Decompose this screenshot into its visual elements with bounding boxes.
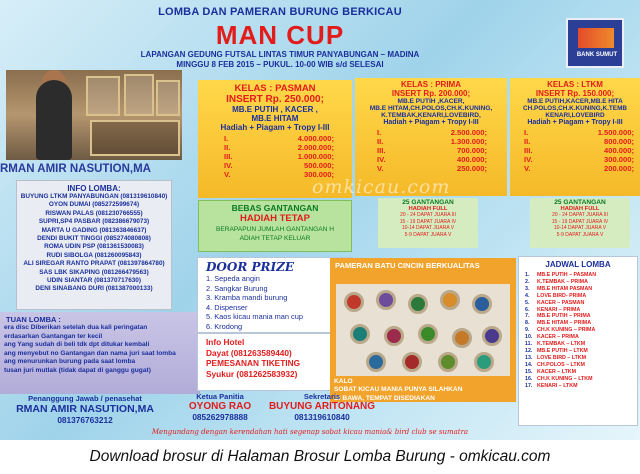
jadwal-item bbox=[525, 327, 637, 334]
info-contact-item: BUYUNG LTKM PANYABUNGAN (081319610840) bbox=[20, 193, 168, 200]
gantangan-row: 10-14 DAPAT JUARA V bbox=[553, 225, 607, 232]
leader-name: RMAN AMIR NASUTION,MA bbox=[0, 163, 151, 175]
gem-ring-icon bbox=[452, 328, 472, 348]
jadwal-number: 17. bbox=[525, 382, 533, 389]
jadwal-label: K.TEMBAK – PRIMA bbox=[537, 278, 588, 285]
kelas-ltkm-title: KELAS : LTKM bbox=[547, 80, 603, 89]
kelas-prima-class: MB.E HITAM,CH.POLOS,CH.K.KUNING, bbox=[369, 105, 493, 112]
rules-list bbox=[4, 324, 200, 376]
cage-image bbox=[124, 74, 154, 116]
gantangan-ltkm-full: HADIAH FULL bbox=[560, 206, 600, 212]
gem-ring-icon bbox=[438, 352, 458, 372]
rule-line: tusan juri mutlak (tidak dapat di ganggu gugat) bbox=[4, 366, 151, 374]
event-title: MAN CUP bbox=[215, 20, 345, 50]
sponsor-logo bbox=[566, 18, 624, 68]
prize-row bbox=[224, 143, 352, 152]
kelas-pasman-class: MB.E HITAM bbox=[251, 114, 299, 123]
prize-rank: II. bbox=[224, 143, 231, 152]
kelas-ltkm-insert: INSERT Rp. 150.000; bbox=[535, 89, 615, 98]
info-contact-item: RISWAN PALAS (081230766555) bbox=[45, 209, 143, 217]
jadwal-item bbox=[525, 279, 637, 286]
gem-rings-photo bbox=[336, 284, 510, 376]
info-contact-item: DENI SINABANG DURI (081387000133) bbox=[35, 285, 153, 293]
signature-sekretaris bbox=[262, 392, 382, 422]
jadwal-lomba-box bbox=[518, 256, 638, 426]
gem-ring-icon bbox=[418, 324, 438, 344]
jadwal-number: 5. bbox=[525, 299, 530, 306]
door-prize-number: 5. bbox=[206, 312, 215, 322]
kelas-prima-insert: INSERT Rp. 200.000; bbox=[391, 89, 471, 98]
person-figure bbox=[36, 80, 72, 160]
jadwal-number: 1. bbox=[525, 272, 530, 278]
jadwal-label: MB.E HITAM PASMAN bbox=[537, 285, 593, 292]
jadwal-label: KACER – LTKM bbox=[537, 368, 577, 375]
event-heading: LOMBA DAN PAMERAN BURUNG BERKICAU bbox=[158, 6, 402, 18]
door-prize-label: Kramba mandi burung bbox=[214, 293, 288, 303]
door-prize-title: DOOR PRIZE bbox=[206, 260, 294, 274]
jadwal-number: 9. bbox=[525, 327, 530, 334]
jadwal-label: CH.K KUNING – LTKM bbox=[537, 375, 593, 382]
door-prize-label: Kaos kicau mania man cup bbox=[214, 312, 303, 322]
signature-phone: 081319610840 bbox=[294, 412, 350, 422]
kelas-prima-class: MB.E PUTIH ,KACER, bbox=[397, 98, 465, 105]
jadwal-number: 10. bbox=[525, 334, 533, 341]
info-contact-item: RUDI SIBOLGA (081260095843) bbox=[46, 251, 142, 259]
door-prize-number: 6. bbox=[206, 321, 215, 331]
gantangan-prima-rows bbox=[378, 212, 478, 238]
rule-line: ang menyebut no Gantangan dan nama juri saat lomba bbox=[4, 349, 176, 357]
kelas-ltkm-class: MB.E PUTIH,KACER,MB.E HITA bbox=[527, 98, 623, 105]
door-prize-number: 2. bbox=[206, 283, 215, 293]
door-prize-number: 1. bbox=[206, 274, 215, 283]
prize-amount: 400.000; bbox=[604, 146, 634, 155]
jadwal-label: CH.POLOS – LTKM bbox=[537, 361, 585, 368]
prize-rank: IV. bbox=[224, 161, 233, 170]
prize-row bbox=[524, 128, 640, 137]
prize-amount: 1.300.000; bbox=[450, 137, 487, 146]
door-prize-label: Sangkar Burung bbox=[214, 283, 268, 293]
leader-photo bbox=[6, 70, 182, 160]
jadwal-number: 4. bbox=[525, 292, 530, 299]
kelas-pasman-hadiah: Hadiah + Piagam + Tropy I-III bbox=[220, 123, 330, 132]
info-contact-item: ALI SIREGAR RANTO PRAPAT (081397864780) bbox=[23, 260, 165, 268]
jadwal-item bbox=[525, 293, 637, 300]
prize-amount: 4.000.000; bbox=[297, 134, 334, 143]
kelas-prima-title: KELAS : PRIMA bbox=[401, 80, 461, 89]
rules-title: TUAN LOMBA : bbox=[6, 315, 61, 324]
logo-text: BANK SUMUT bbox=[576, 52, 618, 58]
logo-mark-icon bbox=[578, 28, 614, 48]
jadwal-label: MB.E PUTIH – PASMAN bbox=[537, 272, 597, 278]
prize-rank: I. bbox=[377, 128, 382, 137]
jadwal-title: JADWAL LOMBA bbox=[545, 260, 611, 269]
gantangan-row: 20 - 24 DAPAT JUARA III bbox=[400, 212, 456, 218]
gem-footer-line: DI BAWA, TEMPAT DISEDIAKAN bbox=[334, 394, 435, 402]
door-prize-label: Sepeda angin bbox=[214, 274, 260, 283]
signature-phone: 085262978888 bbox=[192, 412, 248, 422]
gem-footer-line: SOBAT KICAU MANIA PUNYA SILAHKAN bbox=[334, 386, 463, 394]
jadwal-item bbox=[525, 300, 637, 307]
gem-exhibition-box bbox=[330, 258, 516, 402]
gem-ring-icon bbox=[482, 326, 502, 346]
gantangan-row: 5-9 DAPAT JUARA V bbox=[404, 231, 452, 238]
event-venue: LAPANGAN GEDUNG FUTSAL LINTAS TIMUR PANYABUNGAN – MADINA bbox=[140, 50, 420, 59]
prize-amount: 1.000.000; bbox=[297, 152, 334, 161]
jadwal-item bbox=[525, 286, 637, 293]
door-prize-number: 4. bbox=[206, 302, 215, 312]
info-contact-item: UDIN SIANTAR (081370717630) bbox=[46, 277, 141, 285]
signature-penasehat bbox=[0, 394, 170, 425]
jadwal-item bbox=[525, 383, 637, 390]
kelas-pasman-class: MB.E PUTIH , KACER , bbox=[232, 105, 318, 114]
jadwal-item bbox=[525, 272, 637, 279]
info-contact-list bbox=[17, 193, 171, 294]
jadwal-label: LOVE BIRD- PRIMA bbox=[537, 292, 587, 299]
rules-box bbox=[0, 312, 200, 394]
gem-ring-icon bbox=[474, 352, 494, 372]
prize-rank: III. bbox=[377, 146, 386, 155]
kelas-ltkm-panel bbox=[510, 78, 640, 196]
gem-ring-icon bbox=[402, 352, 422, 372]
gem-ring-icon bbox=[366, 352, 386, 372]
prize-rank: II. bbox=[377, 137, 384, 146]
jadwal-number: 14. bbox=[525, 361, 533, 368]
jadwal-item bbox=[525, 355, 637, 362]
gantangan-row: 10-14 DAPAT JUARA V bbox=[401, 225, 455, 232]
hotel-title: Info Hotel bbox=[206, 337, 245, 347]
prize-amount: 500.000; bbox=[304, 161, 334, 170]
kelas-prima-prizes bbox=[377, 128, 507, 173]
info-lomba-title: INFO LOMBA: bbox=[67, 184, 121, 193]
gantangan-row: 15 - 19 DAPAT JUARA IV bbox=[551, 218, 609, 225]
download-footer: Download brosur di Halaman Brosur Lomba Burung - omkicau.com bbox=[0, 442, 640, 474]
kelas-prima-class: K.TEMBAK,KENARI,LOVEBIRD, bbox=[381, 112, 481, 119]
gantangan-row: 5-9 DAPAT JUARA V bbox=[556, 231, 604, 238]
signature-ketua bbox=[172, 392, 268, 422]
cage-image bbox=[86, 76, 120, 116]
door-prize-label: Dispenser bbox=[214, 302, 248, 312]
gem-ring-icon bbox=[472, 294, 492, 314]
prize-rank: V. bbox=[524, 164, 531, 173]
jadwal-item bbox=[525, 369, 637, 376]
prize-row bbox=[524, 146, 640, 155]
info-contact-item: SAS LBK SIKAPING (081266479563) bbox=[39, 268, 149, 276]
jadwal-number: 13. bbox=[525, 354, 533, 361]
prize-row bbox=[524, 164, 640, 173]
gem-ring-icon bbox=[376, 290, 396, 310]
prize-rank: V. bbox=[377, 164, 384, 173]
prize-row bbox=[524, 155, 640, 164]
jadwal-number: 11. bbox=[525, 341, 533, 348]
signature-name: BUYUNG ARITONANG bbox=[268, 401, 376, 412]
door-prize-label: Krodong bbox=[214, 321, 243, 331]
prize-amount: 2.500.000; bbox=[450, 128, 487, 137]
prize-amount: 250.000; bbox=[457, 164, 487, 173]
jadwal-label: KENARI – PRIMA bbox=[537, 306, 581, 313]
gem-ring-icon bbox=[344, 292, 364, 312]
prize-amount: 300.000; bbox=[304, 170, 334, 179]
jadwal-number: 8. bbox=[525, 320, 530, 327]
info-lomba-box bbox=[16, 180, 172, 310]
jadwal-label: MB.E PUTIH – LTKM bbox=[537, 347, 588, 354]
rule-line: ang menurunkan burung pada saat lomba bbox=[4, 358, 136, 366]
jadwal-item bbox=[525, 341, 637, 348]
kelas-pasman-prizes bbox=[224, 134, 352, 179]
prize-amount: 200.000; bbox=[604, 164, 634, 173]
jadwal-number: 12. bbox=[525, 347, 533, 354]
gantangan-prima-title: 25 GANTANGAN bbox=[402, 199, 454, 206]
prize-rank: IV. bbox=[377, 155, 386, 164]
watermark-text: omkicau.com bbox=[312, 176, 451, 198]
prize-row bbox=[377, 137, 507, 146]
jadwal-number: 16. bbox=[525, 375, 533, 382]
jadwal-label: KENARI – LTKM bbox=[537, 382, 578, 389]
prize-amount: 800.000; bbox=[604, 137, 634, 146]
info-contact-item: SUPRI,SP4 PASBAR (082386679073) bbox=[38, 218, 150, 226]
ticket-title: PEMESANAN TIKETING bbox=[206, 358, 301, 368]
jadwal-label: KACER – PASMAN bbox=[537, 299, 585, 306]
signature-phone: 081376763212 bbox=[57, 415, 113, 425]
jadwal-number: 2. bbox=[525, 278, 530, 285]
bebas-gantangan-title: BEBAS GANTANGAN bbox=[231, 203, 319, 213]
prize-rank: II. bbox=[524, 137, 531, 146]
prize-rank: III. bbox=[524, 146, 533, 155]
jadwal-label: MB.E HITAM – PRIMA bbox=[537, 320, 592, 327]
gantangan-ltkm-box bbox=[530, 198, 630, 248]
signature-label: Ketua Panitia bbox=[196, 392, 244, 401]
prize-amount: 1.500.000; bbox=[597, 128, 634, 137]
gantangan-row: 15 - 19 DAPAT JUARA IV bbox=[399, 218, 457, 225]
rule-line: ang Yang sudah di beli tdk dpt ditukar kembali bbox=[4, 341, 150, 349]
prize-row bbox=[377, 146, 507, 155]
jadwal-number: 6. bbox=[525, 306, 530, 313]
gantangan-ltkm-title: 25 GANTANGAN bbox=[554, 199, 606, 206]
jadwal-item bbox=[525, 320, 637, 327]
info-contact-item: ROMA UDIN PSP (081361530083) bbox=[44, 243, 144, 251]
signature-name: OYONG RAO bbox=[188, 401, 252, 412]
jadwal-number: 3. bbox=[525, 285, 530, 292]
gem-ring-icon bbox=[408, 294, 428, 314]
jadwal-item bbox=[525, 313, 637, 320]
signature-label: Penanggung Jawab / penasehat bbox=[28, 394, 142, 403]
gem-ring-icon bbox=[440, 290, 460, 310]
gantangan-prima-box bbox=[378, 198, 478, 248]
kelas-ltkm-class: KENARI,LOVEBIRD bbox=[545, 112, 605, 119]
kelas-pasman-title: KELAS : PASMAN bbox=[234, 83, 316, 94]
prize-rank: I. bbox=[524, 128, 529, 137]
rule-line: erdasarkan Gantangan ter kecil bbox=[4, 332, 103, 340]
kelas-prima-hadiah: Hadiah + Piagam + Tropy I-III bbox=[383, 119, 479, 126]
prize-rank: III. bbox=[224, 152, 233, 161]
prize-amount: 700.000; bbox=[457, 146, 487, 155]
prize-rank: V. bbox=[224, 170, 231, 179]
prize-row bbox=[224, 161, 352, 170]
kelas-ltkm-hadiah: Hadiah + Piagam + Tropy I-III bbox=[527, 119, 623, 126]
kelas-ltkm-prizes bbox=[524, 128, 640, 173]
door-prize-number: 3. bbox=[206, 293, 215, 303]
jadwal-label: MB.E PUTIH – PRIMA bbox=[537, 313, 591, 320]
invitation-motto: Mengundang dengan kerendahan hati segenap sobat kicau mania& bird club se sumatra bbox=[151, 428, 469, 436]
jadwal-number: 7. bbox=[525, 313, 530, 320]
jadwal-item bbox=[525, 307, 637, 314]
gantangan-prima-full: HADIAH FULL bbox=[408, 206, 448, 212]
gem-ring-icon bbox=[350, 324, 370, 344]
info-contact-item: OYON DUMAI (085272599674) bbox=[48, 201, 140, 209]
prize-amount: 300.000; bbox=[604, 155, 634, 164]
prize-row bbox=[524, 137, 640, 146]
rule-line: era disc Diberikan setelah dua kali peringatan bbox=[4, 324, 148, 331]
gem-ring-icon bbox=[384, 326, 404, 346]
gantangan-ltkm-rows bbox=[530, 212, 630, 238]
jadwal-label: KACER – PRIMA bbox=[537, 334, 579, 341]
info-contact-item: DENDI BUKIT TINGGI (085274080808) bbox=[37, 235, 151, 243]
prize-amount: 400.000; bbox=[457, 155, 487, 164]
bebas-gantangan-note: BERAPAPUN JUMLAH GANTANGAN H ADIAH TETAP KELUAR bbox=[215, 226, 335, 242]
prize-row bbox=[377, 128, 507, 137]
jadwal-item bbox=[525, 348, 637, 355]
prize-amount: 2.000.000; bbox=[297, 143, 334, 152]
event-date: MINGGU 8 FEB 2015 – PUKUL. 10-00 WIB s/d SELESAI bbox=[176, 60, 384, 69]
kelas-ltkm-class: CH.POLOS,CH.K.KUNING,K.TEMB bbox=[522, 105, 628, 112]
jadwal-number: 15. bbox=[525, 368, 533, 375]
bebas-gantangan-box bbox=[198, 200, 352, 252]
info-contact-item: MARTA U GADING (081363846637) bbox=[41, 226, 147, 234]
prize-row bbox=[377, 164, 507, 173]
trophy-shelf bbox=[90, 120, 180, 156]
bebas-gantangan-subtitle: HADIAH TETAP bbox=[239, 213, 311, 224]
ticket-contact: Syukur (081262583932) bbox=[206, 368, 298, 379]
jadwal-list bbox=[525, 272, 637, 389]
signature-label: Sekretaris bbox=[303, 392, 341, 401]
kelas-pasman-insert: INSERT Rp. 250.000; bbox=[226, 94, 324, 105]
prize-row bbox=[224, 152, 352, 161]
gem-footer-line: KALO bbox=[334, 378, 353, 385]
gem-title: PAMERAN BATU CINCIN BERKUALITAS bbox=[335, 261, 480, 270]
jadwal-label: K.TEMBAK – LTKM bbox=[537, 341, 586, 348]
jadwal-item bbox=[525, 376, 637, 383]
prize-row bbox=[377, 155, 507, 164]
jadwal-item bbox=[525, 362, 637, 369]
signature-name: RMAN AMIR NASUTION,MA bbox=[16, 403, 154, 415]
hotel-contact: Dayat (081263589440) bbox=[206, 347, 292, 358]
prize-row bbox=[224, 134, 352, 143]
jadwal-label: CH.K KUNING – PRIMA bbox=[537, 327, 596, 334]
gantangan-row: 20 - 24 DAPAT JUARA III bbox=[552, 212, 608, 218]
jadwal-item bbox=[525, 334, 637, 341]
prize-rank: IV. bbox=[524, 155, 533, 164]
cage-image bbox=[156, 80, 180, 116]
jadwal-label: LOVE BIRD – LTKM bbox=[537, 354, 587, 361]
prize-rank: I. bbox=[224, 134, 229, 143]
